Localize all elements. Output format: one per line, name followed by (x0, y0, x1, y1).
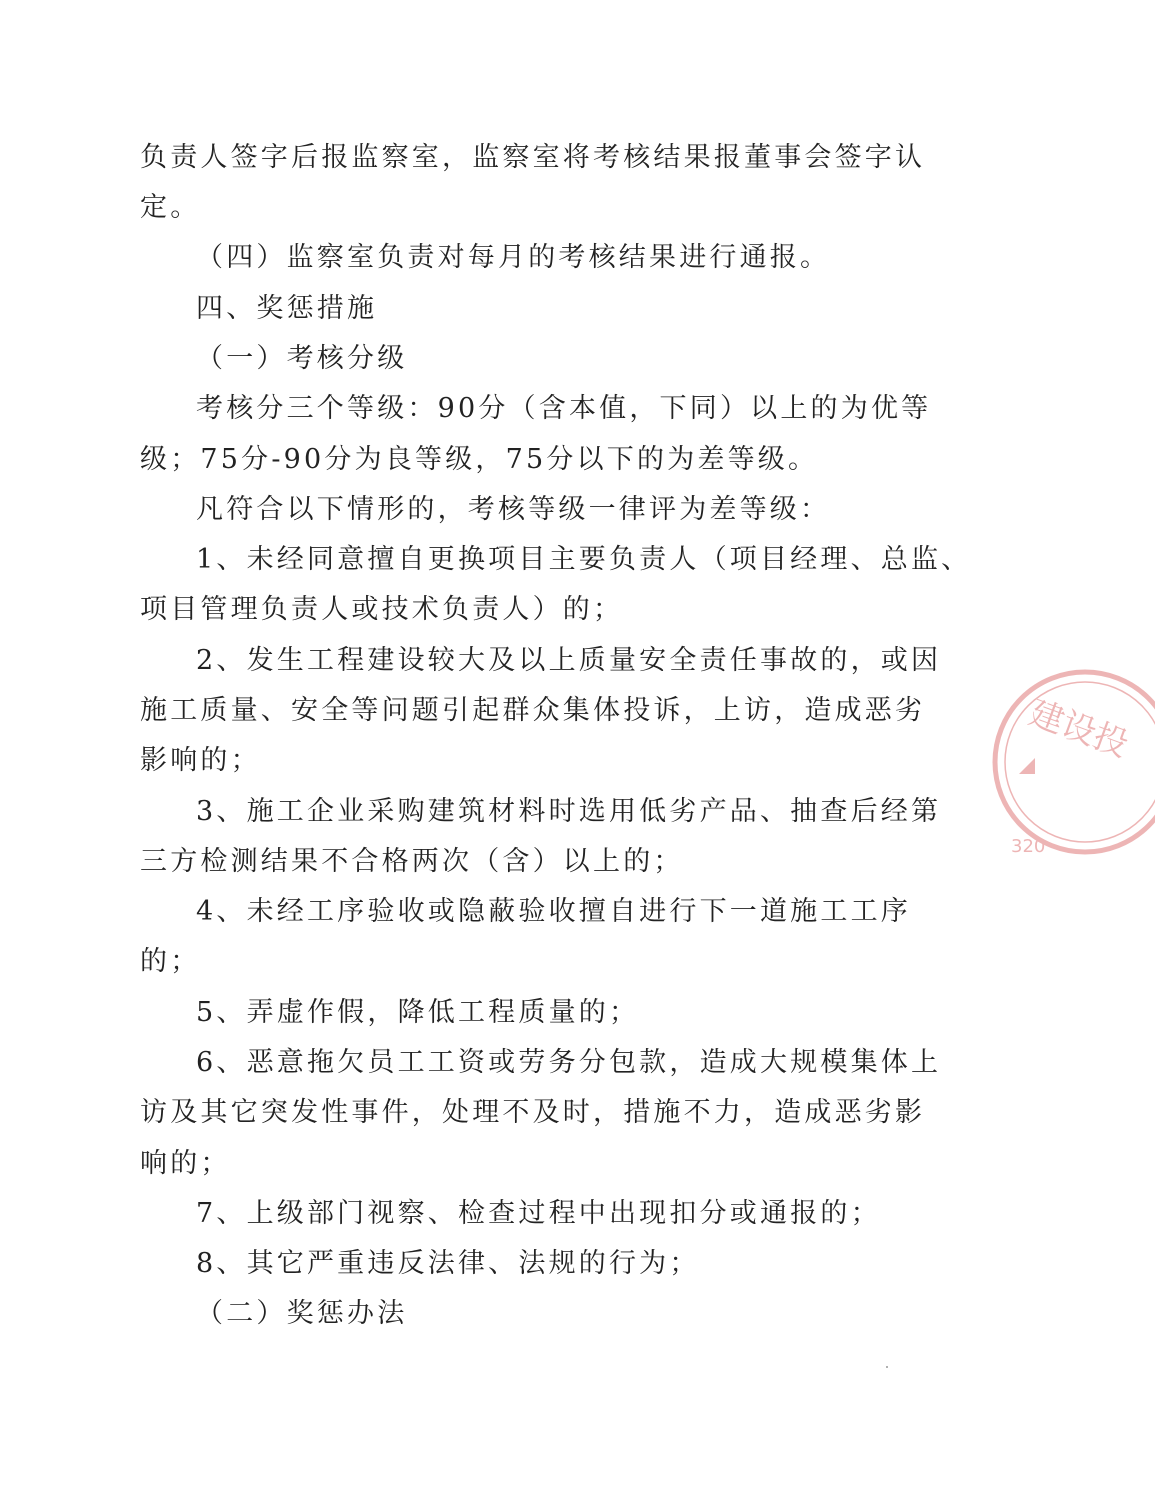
official-seal-stamp (985, 662, 1155, 862)
paragraph-line: 凡符合以下情形的，考核等级一律评为差等级： (196, 494, 831, 525)
section-heading: 四、奖惩措施 (196, 293, 378, 324)
subsection-heading: （一）考核分级 (196, 343, 408, 374)
list-item-continuation: 施工质量、安全等问题引起群众集体投诉，上访，造成恶劣 (140, 695, 926, 726)
list-item: 3、施工企业采购建筑材料时选用低劣产品、抽查后经第 (196, 796, 942, 827)
list-item: 1、未经同意擅自更换项目主要负责人（项目经理、总监、 (196, 544, 972, 575)
list-item-continuation: 访及其它突发性事件，处理不及时，措施不力，造成恶劣影 (140, 1097, 926, 1128)
list-item-continuation: 的； (140, 946, 201, 977)
scan-speck (886, 1366, 888, 1368)
list-item-continuation: 项目管理负责人或技术负责人）的； (140, 594, 624, 625)
paragraph-line: 考核分三个等级：90分（含本值，下同）以上的为优等 (196, 393, 932, 424)
paragraph-line: 定。 (140, 192, 201, 223)
paragraph-line: 级；75分-90分为良等级，75分以下的为差等级。 (140, 444, 819, 475)
list-item-continuation: 三方检测结果不合格两次（含）以上的； (140, 846, 684, 877)
list-item: 7、上级部门视察、检查过程中出现扣分或通报的； (196, 1198, 881, 1229)
paragraph-line: 负责人签字后报监察室，监察室将考核结果报董事会签字认 (140, 142, 926, 173)
list-item: 5、弄虚作假，降低工程质量的； (196, 997, 640, 1028)
list-item: 8、其它严重违反法律、法规的行为； (196, 1248, 700, 1279)
list-item-continuation: 影响的； (140, 745, 261, 776)
list-item-continuation: 响的； (140, 1148, 231, 1179)
subsection-heading: （二）奖惩办法 (196, 1298, 408, 1329)
seal-text: 建设投 (1023, 692, 1134, 766)
list-item: 2、发生工程建设较大及以上质量安全责任事故的，或因 (196, 645, 942, 676)
list-item: 6、恶意拖欠员工工资或劳务分包款，造成大规模集体上 (196, 1047, 942, 1078)
seal-star-icon (1019, 758, 1035, 774)
list-item: 4、未经工序验收或隐蔽验收擅自进行下一道施工工序 (196, 896, 911, 927)
section-item: （四）监察室负责对每月的考核结果进行通报。 (196, 242, 831, 273)
seal-code: 320 (1011, 836, 1046, 857)
